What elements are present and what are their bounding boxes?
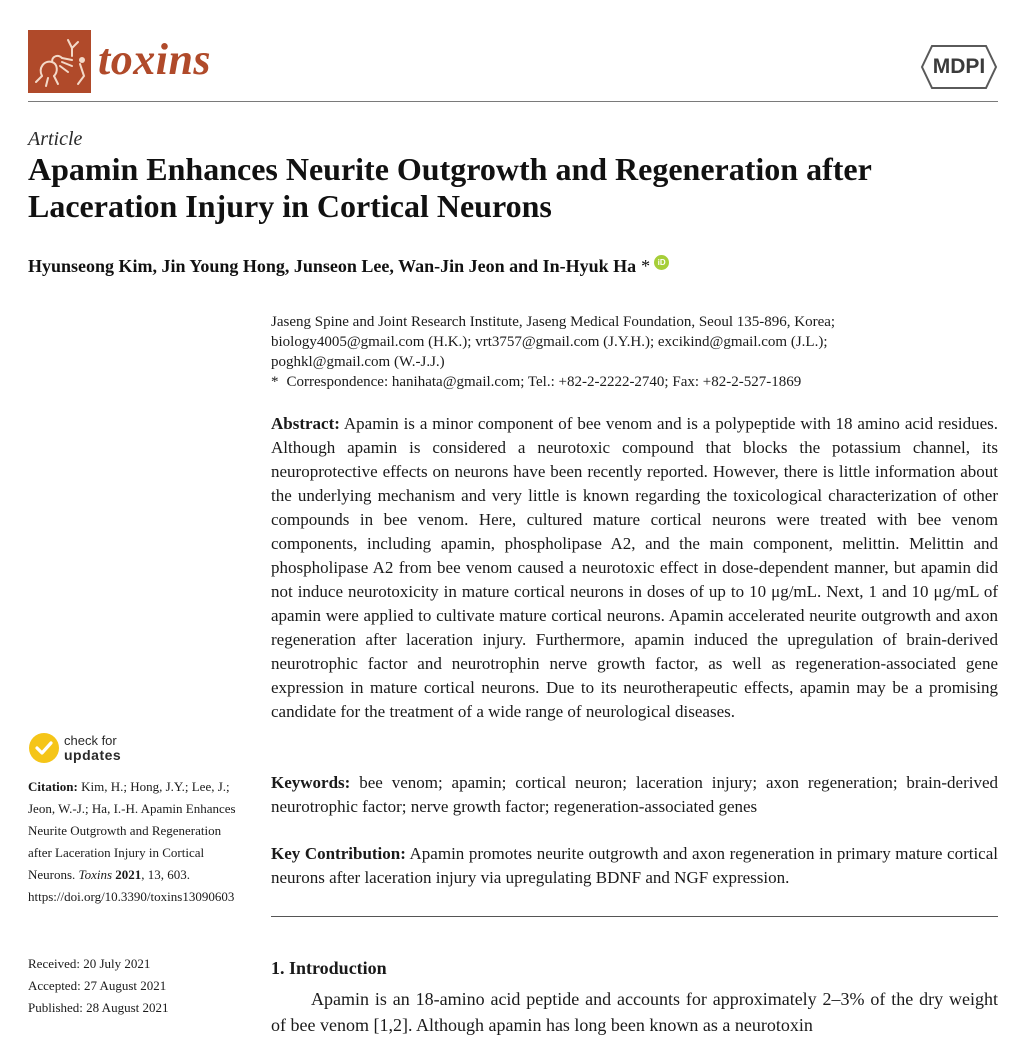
checkmark-badge-icon <box>28 732 60 764</box>
article-title: Apamin Enhances Neurite Outgrowth and Regeneration after Laceration Injury in Cortical Neurons <box>28 151 872 224</box>
abstract <box>271 412 998 724</box>
accepted-date: Accepted: 27 August 2021 <box>28 978 167 993</box>
journal-logo[interactable] <box>28 30 91 93</box>
journal-name[interactable]: toxins <box>98 35 212 84</box>
check-for-updates-line1: check for <box>64 732 117 748</box>
check-for-updates-line2: updates <box>64 746 122 763</box>
received-date: Received: 20 July 2021 <box>28 956 151 971</box>
affiliation-line: biology4005@gmail.com (H.K.); vrt3757@gmail.com (J.Y.H.); excikind@gmail.com (J.L.); <box>271 334 828 350</box>
affiliation-line: poghkl@gmail.com (W.-J.J.) <box>271 354 445 370</box>
mdpi-logo[interactable] <box>920 42 998 92</box>
authors-text: Hyunseong Kim, Jin Young Hong, Junseon Lee, Wan-Jin Jeon and In-Hyuk Ha <box>28 256 637 276</box>
citation-text: Kim, H.; Hong, J.Y.; Lee, J.; Jeon, W.-J.; Ha, I.-H. Apamin Enhances Neurite Outgrowth and Regeneration after Laceration Injury in Cortical Neurons. <box>28 779 236 882</box>
key-contribution-text: Apamin promotes neurite outgrowth and axon regeneration in primary mature cortical neurons after laceration injury via upregulating BDNF and NGF expression. <box>271 844 998 887</box>
citation-journal: Toxins <box>78 867 113 882</box>
citation-label: Citation: <box>28 779 78 794</box>
key-contribution-label: Key Contribution: <box>271 844 406 863</box>
check-for-updates-button[interactable] <box>28 732 121 764</box>
abstract-text: Apamin is a minor component of bee venom and is a polypeptide with 18 amino acid residues. Although apamin is considered a neurotoxic compound that blocks the potassium channel, its neuroprotective effects on neurons have been recently reported. However, there is little information about the underlying mechanism and very little is known regarding the toxicological characterization of other compounds in bee venom. Here, cultured mature cortical neurons were treated with bee venom components, including apamin, phospholipase A2, and the main component, melittin. Melittin and phospholipase A2 from bee venom caused a neurotoxic effect in dose-dependent manner, but apamin did not induce neurotoxicity in mature cortical neurons in doses of up to 10 μg/mL. Next, 1 and 10 μg/mL of apamin were applied to cultivate mature cortical neurons. Apamin accelerated neurite outgrowth and axon regeneration after laceration injury. Furthermore, apamin induced the upregulation of brain-derived neurotrophic factor and neurotrophin nerve growth factor, as well as regeneration-associated gene expression in mature cortical neurons. Due to its neurotherapeutic effects, apamin may be a promising candidate for the treatment of a wide range of neurological diseases. <box>271 414 999 721</box>
key-contribution <box>271 842 998 890</box>
published-date: Published: 28 August 2021 <box>28 1000 169 1015</box>
check-for-updates-label <box>64 734 121 763</box>
citation-doi[interactable]: , 13, 603. https://doi.org/10.3390/toxins13090603 <box>28 867 235 904</box>
correspondence-text: Correspondence: hanihata@gmail.com; Tel.: +82-2-2222-2740; Fax: +82-2-527-1869 <box>286 374 802 390</box>
publisher-name: MDPI <box>932 55 986 78</box>
author-list <box>28 256 669 277</box>
keywords-text: bee venom; apamin; cortical neuron; laceration injury; axon regeneration; brain-derived neurotrophic factor; nerve growth factor; regeneration-associated genes <box>271 773 999 816</box>
correspondence-mark: * <box>271 374 279 390</box>
section-divider <box>271 916 998 917</box>
correspondence-line <box>271 372 1001 392</box>
header-divider <box>28 101 998 102</box>
orcid-icon[interactable]: iD <box>654 255 669 270</box>
affiliation-line: Jaseng Spine and Joint Research Institute, Jaseng Medical Foundation, Seoul 135-896, Korea; <box>271 314 836 330</box>
keywords-label: Keywords: <box>271 773 351 792</box>
publication-dates <box>28 953 169 1019</box>
article-type: Article <box>28 128 83 150</box>
citation-block <box>28 776 246 908</box>
introduction-text: Apamin is an 18-amino acid peptide and accounts for approximately 2–3% of the dry weight of bee venom [1,2]. Although apamin has long been known as a neurotoxin <box>271 989 998 1035</box>
keywords <box>271 771 998 819</box>
affiliation-block <box>271 312 1001 392</box>
introduction-heading: 1. Introduction <box>271 958 387 978</box>
abstract-label: Abstract: <box>271 414 340 433</box>
corresponding-mark: * <box>641 256 651 276</box>
scorpion-icon <box>28 30 91 93</box>
citation-year: 2021 <box>115 867 142 882</box>
